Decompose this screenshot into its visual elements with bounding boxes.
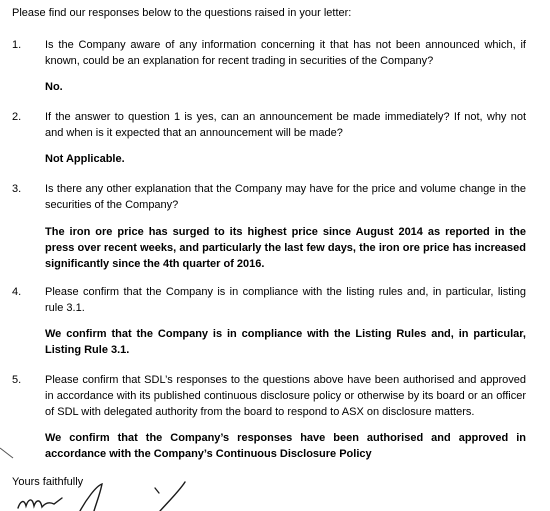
answer-text-5: We confirm that the Company’s responses have been authorised and approved in accordance with the Company’s Continuous Disclosure Policy [45,432,526,460]
question-number: 5. [12,374,22,386]
answer-text-2: Not Applicable. [45,153,125,165]
answer-text-4: We confirm that the Company is in compliance with the Listing Rules and, in particular, Listing Rule 3.1. [45,328,526,356]
answer-text-3: The iron ore price has surged to its highest price since August 2014 as reported in the press over recent weeks, and particularly the last few days, the iron ore price has increased significantly since the 4th quarter of 2016. [45,226,526,270]
question-text: If the answer to question 1 is yes, can an announcement be made immediately? If not, why not and when is it expected that an announcement will be made? [45,111,526,139]
question-text: Is there any other explanation that the Company may have for the price and volume change in the securities of the Company? [45,183,526,211]
question-number: 4. [12,286,22,298]
question-number: 2. [12,111,22,123]
margin-mark-icon [0,446,14,460]
question-number: 3. [12,183,22,195]
signature-icon [10,480,210,511]
question-text: Please confirm that the Company is in compliance with the listing rules and, in particular, listing rule 3.1. [45,286,526,314]
question-text: Please confirm that SDL’s responses to the questions above have been authorised and approved in accordance with its published continuous disclosure policy or otherwise by its board or an officer of SDL with delegated authority from the board to respond to ASX on disclosure matters. [45,374,526,418]
intro-text: Please find our responses below to the questions raised in your letter: [12,7,352,19]
closing-text: Yours faithfully [12,476,84,488]
question-number: 1. [12,39,22,51]
question-text: Is the Company aware of any information concerning it that has not been announced which, if known, could be an explanation for recent trading in securities of the Company? [45,39,526,67]
answer-text-1: No. [45,81,63,93]
